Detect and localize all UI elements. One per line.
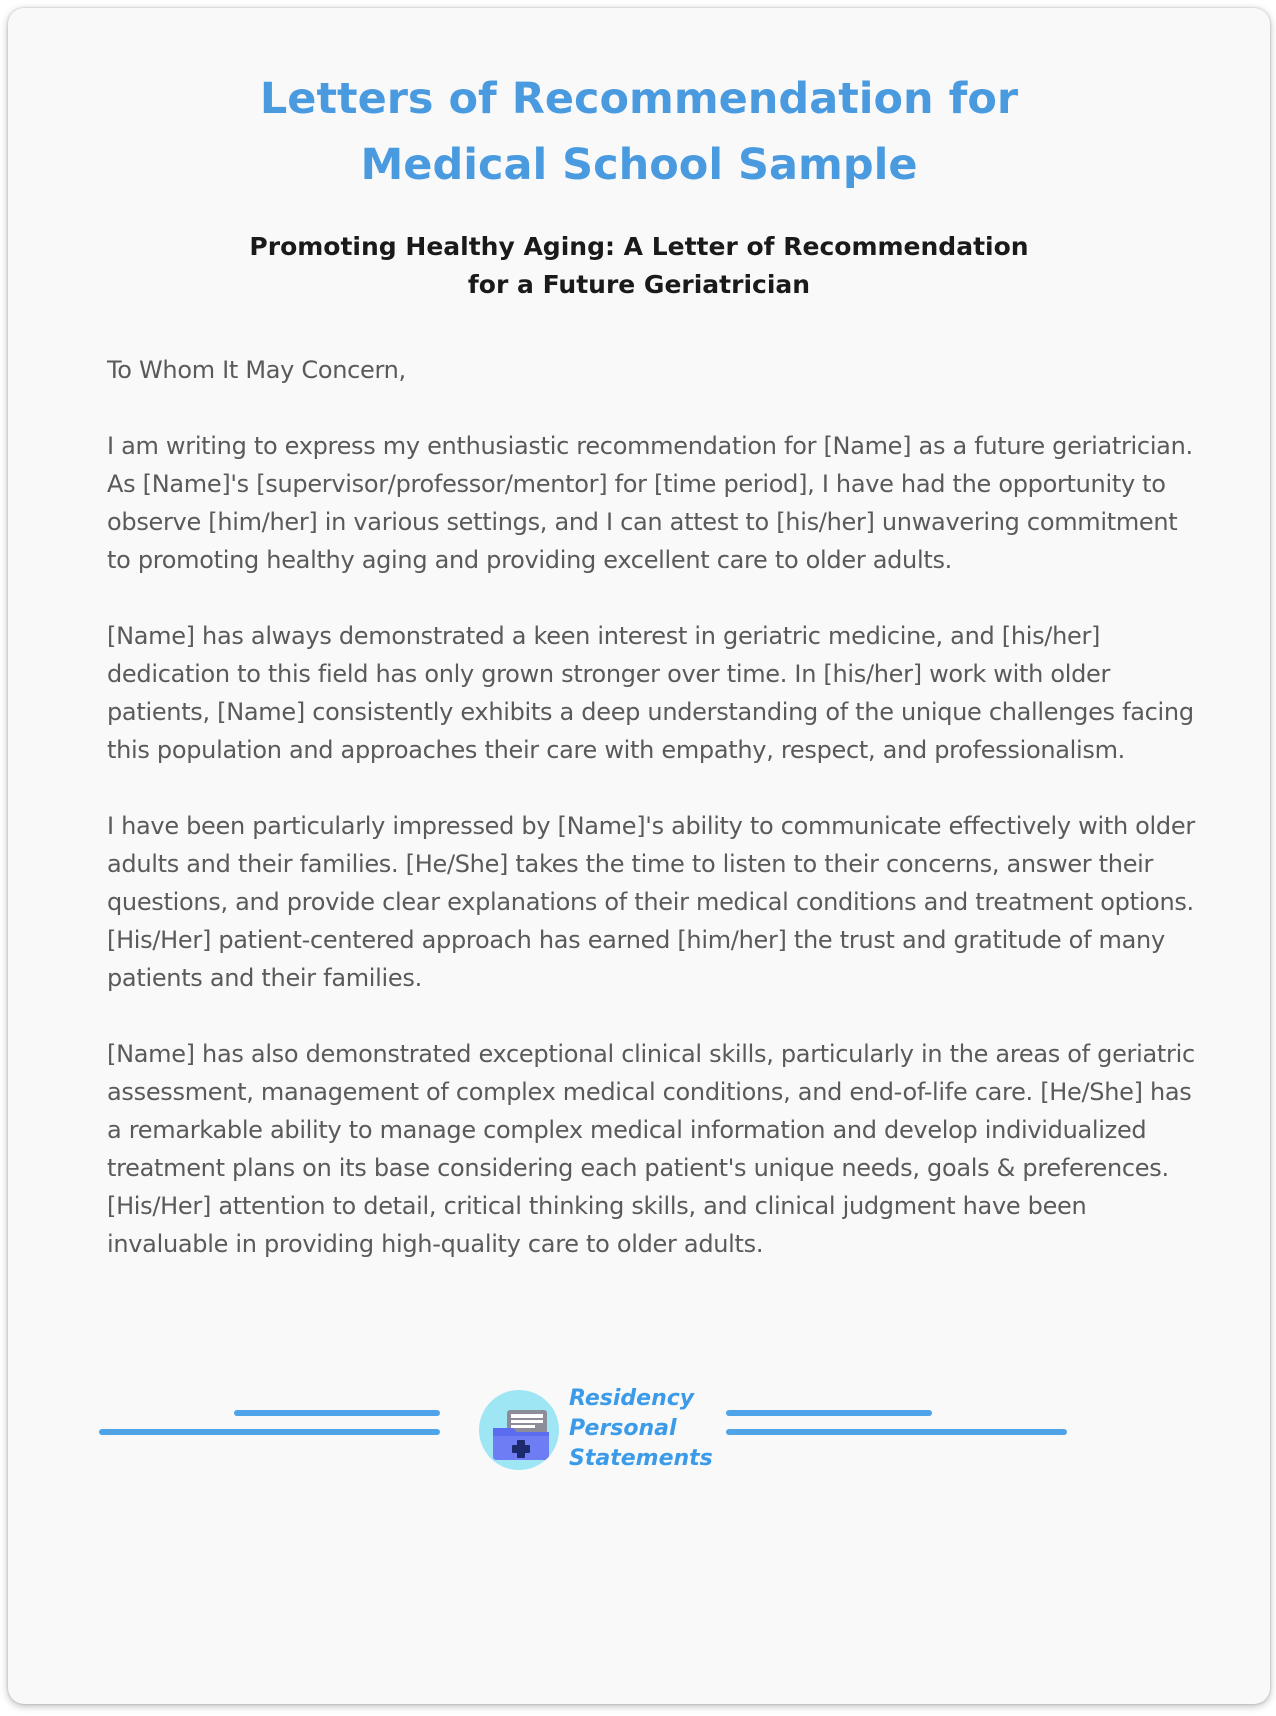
paragraph-1: I am writing to express my enthusiastic recommendation for [Name] as a future geriatrician. As [Name]'s [supervisor/professor/mentor] for [time period], I have had the opportunity to observe [him/her] in various settings, and I can attest to [his/her] unwavering commitment to promoting healthy aging and providing excellent care to older adults. — [107, 432, 1193, 574]
logo-line-1: Residency — [569, 1386, 695, 1411]
footer-line-left-long — [99, 1429, 440, 1435]
footer-line-left-short — [234, 1410, 440, 1416]
letter-subtitle — [8, 228, 1270, 304]
paragraph-4: [Name] has also demonstrated exceptional clinical skills, particularly in the areas of geriatric assessment, management of complex medical conditions, and end-of-life care. [He/She] has a remarkable ability to manage complex medical information and develop individualized treatment plans on its base considering each patient's unique needs, goals & preferences. [His/Her] attention to detail, critical thinking skills, and clinical judgment have been invaluable in providing high-quality care to older adults. — [107, 1040, 1195, 1258]
title-line-1: Letters of Recommendation for — [259, 74, 1019, 124]
page-title — [8, 66, 1270, 198]
subtitle-line-2: for a Future Geriatrician — [467, 270, 811, 299]
title-line-2: Medical School Sample — [360, 140, 918, 190]
medical-folder-icon-svg — [479, 1390, 559, 1470]
paragraph-2: [Name] has always demonstrated a keen interest in geriatric medicine, and [his/her] dedication to this field has only grown stronger over time. In [his/her] work with older patients, [Name] consistently exhibits a deep understanding of the unique challenges facing this population and approaches their care with empathy, respect, and professionalism. — [107, 622, 1194, 764]
brand-logo-text — [569, 1384, 713, 1474]
footer-line-right-long — [726, 1429, 1067, 1435]
subtitle-line-1: Promoting Healthy Aging: A Letter of Recommendation — [249, 232, 1029, 261]
paragraph-3: I have been particularly impressed by [Name]'s ability to communicate effectively with older adults and their families. [He/She] takes the time to listen to their concerns, answer their questions, and provide clear explanations of their medical conditions and treatment options. [His/Her] patient-centered approach has earned [him/her] the trust and gratitude of many patients and their families. — [107, 812, 1195, 992]
salutation: To Whom It May Concern, — [107, 356, 406, 384]
footer-line-right-short — [726, 1410, 932, 1416]
letter-page — [8, 8, 1270, 1704]
medical-folder-icon — [479, 1390, 559, 1470]
logo-line-2: Personal — [569, 1416, 677, 1441]
letter-body — [107, 351, 1197, 1301]
logo-line-3: Statements — [569, 1446, 713, 1471]
